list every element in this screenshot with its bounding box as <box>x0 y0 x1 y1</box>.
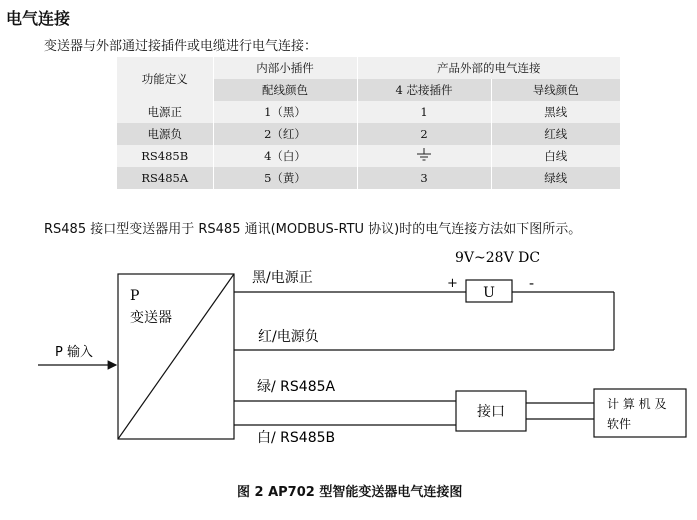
cell-wire: 白线 <box>491 145 620 167</box>
header-inner-plug: 内部小插件 <box>213 57 357 79</box>
cell-wire: 黑线 <box>491 101 620 123</box>
header-function: 功能定义 <box>117 57 213 101</box>
transmitter-name: 变送器 <box>130 310 172 326</box>
header-lead-color: 导线颜色 <box>491 79 620 101</box>
rs485-paragraph: RS485 接口型变送器用于 RS485 通讯(MODBUS-RTU 协议)时的电气连接方法如下图所示。 <box>44 222 582 237</box>
wire-green-label: 绿/ RS485A <box>257 379 336 395</box>
minus-sign: - <box>529 274 535 292</box>
cell-inner: 5（黄） <box>213 167 357 189</box>
supply-voltage-label: 9V~28V DC <box>455 250 541 266</box>
plus-sign: + <box>447 276 458 291</box>
header-wire-color: 配线颜色 <box>213 79 357 101</box>
input-label: P 输入 <box>55 345 93 360</box>
cell-pin: 3 <box>357 167 491 189</box>
cell-inner: 1（黑） <box>213 101 357 123</box>
intro-text: 变送器与外部通过接插件或电缆进行电气连接： <box>44 39 318 54</box>
header-external: 产品外部的电气连接 <box>357 57 620 79</box>
cell-function: 电源正 <box>117 101 213 123</box>
cell-inner: 4（白） <box>213 145 357 167</box>
cell-pin: 2 <box>357 123 491 145</box>
cell-inner: 2（红） <box>213 123 357 145</box>
cell-wire: 绿线 <box>491 167 620 189</box>
wire-white-label: 白/ RS485B <box>257 430 336 446</box>
computer-label-line1: 计 算 机 及 <box>607 397 667 411</box>
wire-black-label: 黑/电源正 <box>252 270 313 286</box>
computer-label-line2: 软件 <box>607 417 632 431</box>
cell-function: RS485B <box>117 145 213 167</box>
wire-red-label: 红/电源负 <box>258 329 319 345</box>
supply-box-label: U <box>483 285 495 301</box>
transmitter-p-label: P <box>130 288 140 304</box>
cell-wire: 红线 <box>491 123 620 145</box>
section-title: 电气连接 <box>6 9 71 28</box>
cell-function: 电源负 <box>117 123 213 145</box>
cell-pin: 1 <box>357 101 491 123</box>
header-4pin: 4 芯接插件 <box>357 79 491 101</box>
interface-label: 接口 <box>477 404 505 420</box>
figure-caption: 图 2 AP702 型智能变送器电气连接图 <box>237 485 463 500</box>
cell-function: RS485A <box>117 167 213 189</box>
